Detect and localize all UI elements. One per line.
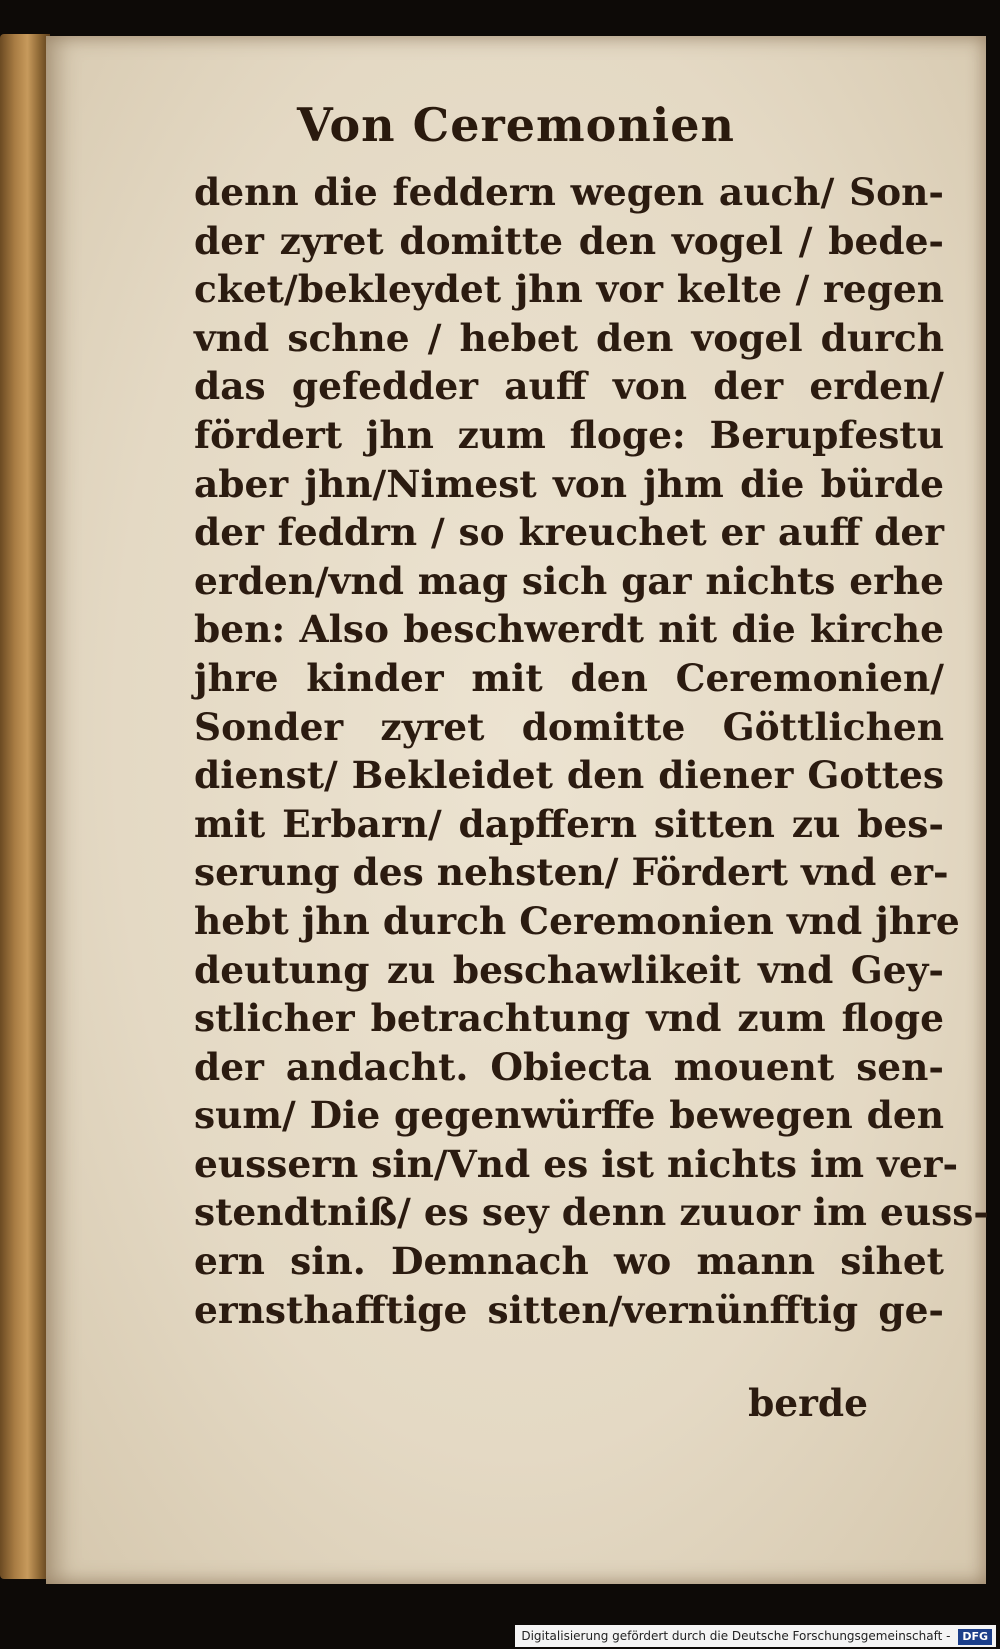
text-line: erden/vnd mag sich gar nichts erhe bbox=[194, 558, 944, 603]
text-line: serung des nehsten/ Fördert vnd er- bbox=[194, 850, 949, 895]
footer-credit-text: Digitalisierung gefördert durch die Deutsche Forschungsgemeinschaft - bbox=[521, 1629, 951, 1643]
text-line: der zyret domitte den vogel / bede- bbox=[194, 218, 944, 263]
text-line: sum/ Die gegenwürffe bewegen den bbox=[194, 1093, 944, 1138]
text-line: jhre kinder mit den Ceremonien/ bbox=[194, 655, 944, 700]
page-header: Von Ceremonien bbox=[297, 98, 735, 152]
text-line: ern sin. Demnach wo mann sihet bbox=[194, 1239, 944, 1284]
text-line: aber jhn/Nimest von jhm die bürde bbox=[194, 461, 944, 506]
dfg-logo: DFG bbox=[958, 1629, 992, 1645]
text-line: das gefedder auff von der erden/ bbox=[194, 364, 944, 409]
text-line: denn die feddern wegen auch/ Son- bbox=[194, 170, 944, 214]
text-line: mit Erbarn/ dapffern sitten zu bes- bbox=[194, 801, 944, 846]
text-line: deutung zu beschawlikeit vnd Gey- bbox=[194, 947, 944, 992]
text-line: cket/bekleydet jhn vor kelte / regen bbox=[194, 267, 944, 312]
text-line: Sonder zyret domitte Göttlichen bbox=[194, 704, 944, 749]
text-line: eussern sin/Vnd es ist nichts im ver- bbox=[194, 1141, 959, 1186]
text-line: der andacht. Obiecta mouent sen- bbox=[194, 1044, 944, 1089]
footer-credit bbox=[515, 1625, 996, 1647]
book-edge bbox=[0, 34, 50, 1579]
text-line: dienst/ Bekleidet den diener Gottes bbox=[194, 753, 944, 798]
book-page bbox=[46, 36, 989, 1584]
text-line: ben: Also beschwerdt nit die kirche bbox=[194, 607, 944, 652]
page-body-text bbox=[194, 168, 989, 1334]
text-line: stlicher betrachtung vnd zum floge bbox=[194, 996, 944, 1041]
text-line: vnd schne / hebet den vogel durch bbox=[194, 315, 944, 360]
text-line: der feddrn / so kreuchet er auff der bbox=[194, 510, 944, 555]
text-line: ernsthafftige sitten/vernünfftig ge- bbox=[194, 1287, 944, 1332]
text-line: hebt jhn durch Ceremonien vnd jhre bbox=[194, 898, 960, 943]
text-line: fördert jhn zum floge: Berupfestu bbox=[194, 412, 944, 457]
text-line: stendtniß/ es sey denn zuuor im euss- bbox=[194, 1190, 989, 1235]
catchword: berde bbox=[748, 1381, 868, 1425]
